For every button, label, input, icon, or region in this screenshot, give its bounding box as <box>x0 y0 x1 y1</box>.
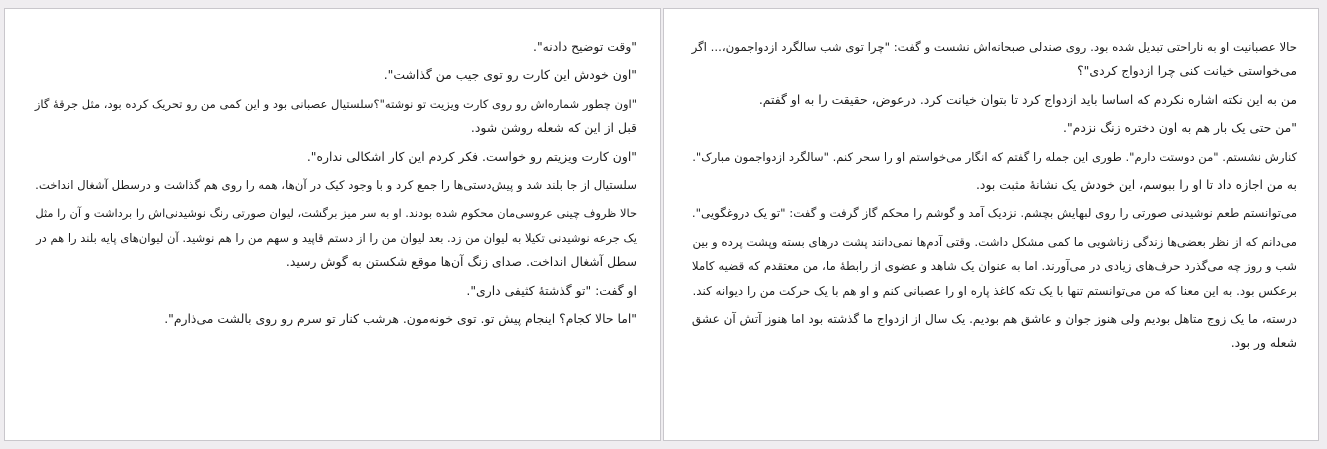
paragraph <box>29 307 637 331</box>
left-page <box>4 8 661 441</box>
text-line: سلستیال از جا بلند شد و پیش‌دستی‌ها را جمع کرد و با وجود کیک در آن‌ها، همه را روی هم گذاشت و درسطل آشغال انداخت. <box>35 178 637 193</box>
text-line: او گفت: "تو گذشتهٔ کثیفی داری". <box>466 282 637 298</box>
text-line: به من اجازه داد تا او را ببوسم، این خودش یک نشانهٔ مثبت بود. <box>975 177 1297 193</box>
paragraph <box>686 230 1297 303</box>
text-line: "وقت توضیح دادنه". <box>533 39 637 54</box>
text-line: شعله ور بود. <box>1230 335 1297 351</box>
text-line: حالا عصبانیت او به ناراحتی تبدیل شده بود. روی صندلی صبحانه‌اش نشست و گفت: "چرا توی شب سالگرد ازدواجمون،... اگر <box>691 40 1297 54</box>
text-line: "اون کارت ویزیتم رو خواست. فکر کردم این کار اشکالی نداره". <box>306 148 637 164</box>
text-line: درسته، ما یک زوج متاهل بودیم ولی هنوز جوان و عاشق هم بودیم. یک سال از ازدواج ما گذشته بود اما هنوز آتش آن عشق <box>691 312 1297 327</box>
paragraph <box>686 173 1297 197</box>
paragraph <box>686 145 1297 169</box>
paragraph <box>686 201 1297 225</box>
text-line: برعکس بود. به این معنا که من می‌توانستم تنها با یک تکه کاغذ پاره او را عصبانی کنم و او هم با یک حرکت من را دیوانه کند. <box>692 283 1297 298</box>
text-line: "اما حالا کجام؟ اینجام پیش تو. توی خونه‌مون. هرشب کنار تو سرم رو روی بالشت می‌ذارم". <box>164 311 637 327</box>
paragraph <box>29 35 637 59</box>
text-line: "من حتی یک بار هم به اون دختره زنگ نزدم". <box>1063 120 1297 136</box>
text-line: سطل آشغال انداخت. صدای زنگ آن‌ها موقع شکستن به گوش رسید. <box>285 254 637 270</box>
paragraph <box>686 307 1297 356</box>
paragraph <box>29 173 637 197</box>
paragraph <box>29 145 637 169</box>
text-line: می‌خواستی خیانت کنی چرا ازدواج کردی"؟ <box>1077 63 1297 79</box>
right-page-text <box>686 35 1297 360</box>
left-page-text <box>29 35 637 335</box>
text-line: "اون چطور شماره‌اش رو روی کارت ویزیت تو نوشته"؟سلستیال عصبانی بود و این کمی من رو تحریک کرده بود، مثل جرقهٔ گاز <box>34 96 637 111</box>
paragraph <box>29 201 637 274</box>
paragraph <box>29 279 637 303</box>
right-page <box>663 8 1319 441</box>
text-line: کنارش نشستم. "من دوستت دارم". طوری این جمله را گفتم که انگار می‌خواستم او را سحر کنم. "سالگرد ازدواجمون مبارک". <box>692 149 1297 164</box>
paragraph <box>686 88 1297 112</box>
text-line: می‌توانستم طعم نوشیدنی صورتی را روی لبهایش بچشم. نزدیک آمد و گوشم را محکم گاز گرفت و گفت: "تو یک دروغگویی". <box>691 206 1297 221</box>
paragraph <box>686 116 1297 140</box>
text-line: من به این نکته اشاره نکردم که اساسا باید ازدواج کرد تا بتوان خیانت کرد. درعوض، حقیقت را به او گفتم. <box>758 91 1297 107</box>
text-line: یک جرعه نوشیدنی تکیلا به لیوان من زد. بعد لیوان من را از دستم قاپید و سهم من را هم نوشید. آن لیوان‌های پایه بلند را هم در <box>36 230 637 245</box>
text-line: حالا ظروف چینی عروسی‌مان محکوم شده بودند. او به سر میز برگشت، لیوان صورتی رنگ نوشیدنی‌اش را برداشت و آن را مثل <box>35 206 637 221</box>
text-line: قبل از این که شعله روشن شود. <box>470 120 637 136</box>
text-line: می‌دانم که از نظر بعضی‌ها زندگی زناشویی ما کمی مشکل داشت. وقتی آدم‌ها نمی‌دانند پشت درهای بسته وپشت پرده و بین <box>692 234 1297 249</box>
text-line: شب و روز چه می‌گذرد حرف‌های زیادی در می‌آورند. اما به عنوان یک شاهد و عضوی از رابطهٔ ما، من معتقدم که قضیه کاملا <box>691 259 1297 274</box>
paragraph <box>29 92 637 141</box>
paragraph <box>29 63 637 87</box>
text-line: "اون خودش این کارت رو توی جیب من گذاشت". <box>383 67 637 83</box>
paragraph <box>686 35 1297 84</box>
